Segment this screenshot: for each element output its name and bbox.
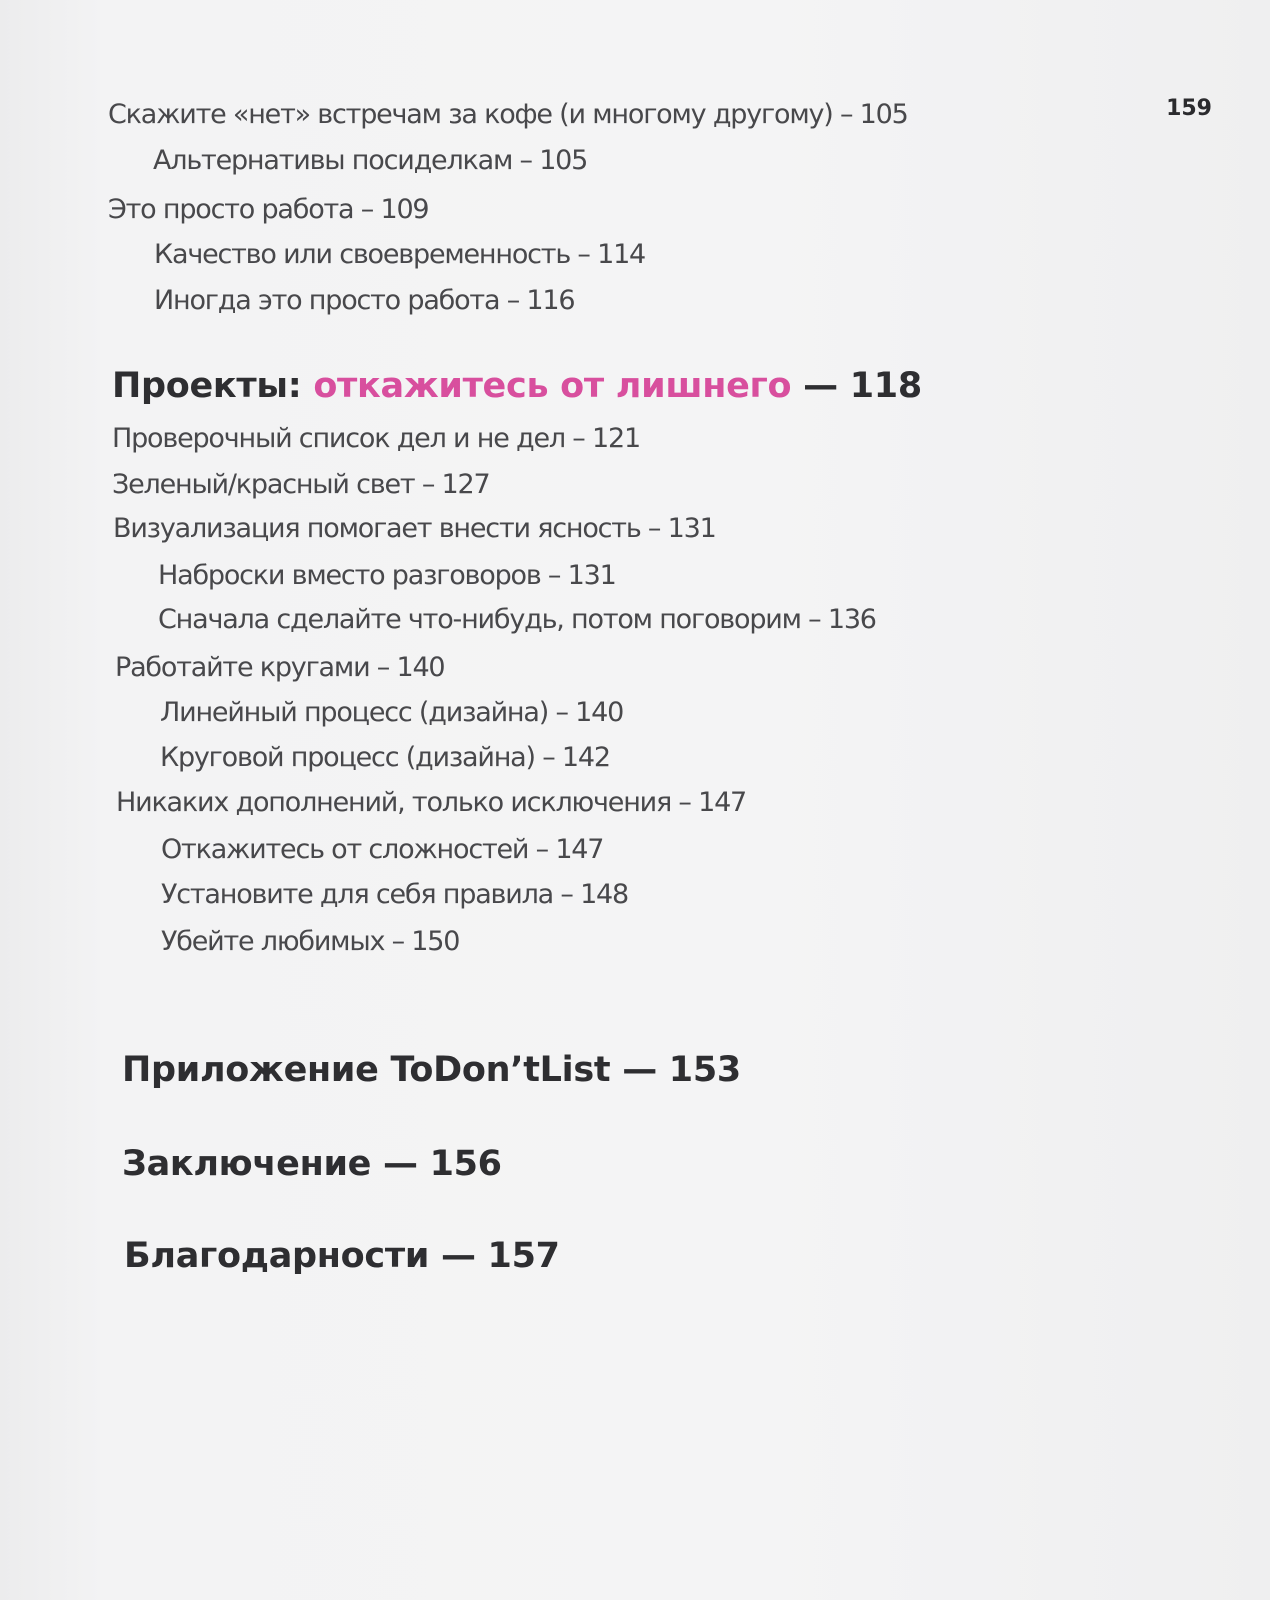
toc-entry: Зеленый/красный свет – 127 (112, 469, 490, 500)
toc-subentry: Сначала сделайте что-нибудь, потом поговорим – 136 (158, 604, 876, 635)
section-heading-acknowledgements: Благодарности — 157 (124, 1236, 560, 1276)
toc-entry: Это просто работа – 109 (108, 194, 429, 225)
toc-subentry: Установите для себя правила – 148 (161, 879, 629, 910)
toc-subentry: Иногда это просто работа – 116 (154, 285, 575, 316)
section-heading-highlight: откажитесь от лишнего (313, 366, 792, 406)
section-heading-appendix: Приложение ToDon’tList — 153 (122, 1050, 741, 1090)
section-heading-page: — 118 (791, 366, 922, 406)
toc-subentry: Линейный процесс (дизайна) – 140 (160, 697, 624, 728)
toc-subentry: Наброски вместо разговоров – 131 (158, 560, 616, 591)
toc-subentry: Убейте любимых – 150 (161, 926, 460, 957)
toc-entry: Визуализация помогает внести ясность – 131 (113, 513, 716, 544)
toc-subentry: Качество или своевременность – 114 (154, 239, 646, 270)
toc-entry: Проверочный список дел и не дел – 121 (112, 423, 640, 454)
toc-subentry: Альтернативы посиделкам – 105 (153, 145, 588, 176)
toc-subentry: Круговой процесс (дизайна) – 142 (160, 742, 610, 773)
section-heading-conclusion: Заключение — 156 (122, 1144, 502, 1184)
section-heading-prefix: Проекты: (112, 366, 314, 406)
toc-subentry: Откажитесь от сложностей – 147 (161, 834, 604, 865)
toc-entry: Работайте кругами – 140 (115, 652, 445, 683)
page-number: 159 (1166, 96, 1212, 121)
toc-entry: Скажите «нет» встречам за кофе (и многому другому) – 105 (108, 99, 908, 130)
toc-entry: Никаких дополнений, только исключения – 147 (116, 787, 747, 818)
section-heading-projects (112, 364, 922, 408)
